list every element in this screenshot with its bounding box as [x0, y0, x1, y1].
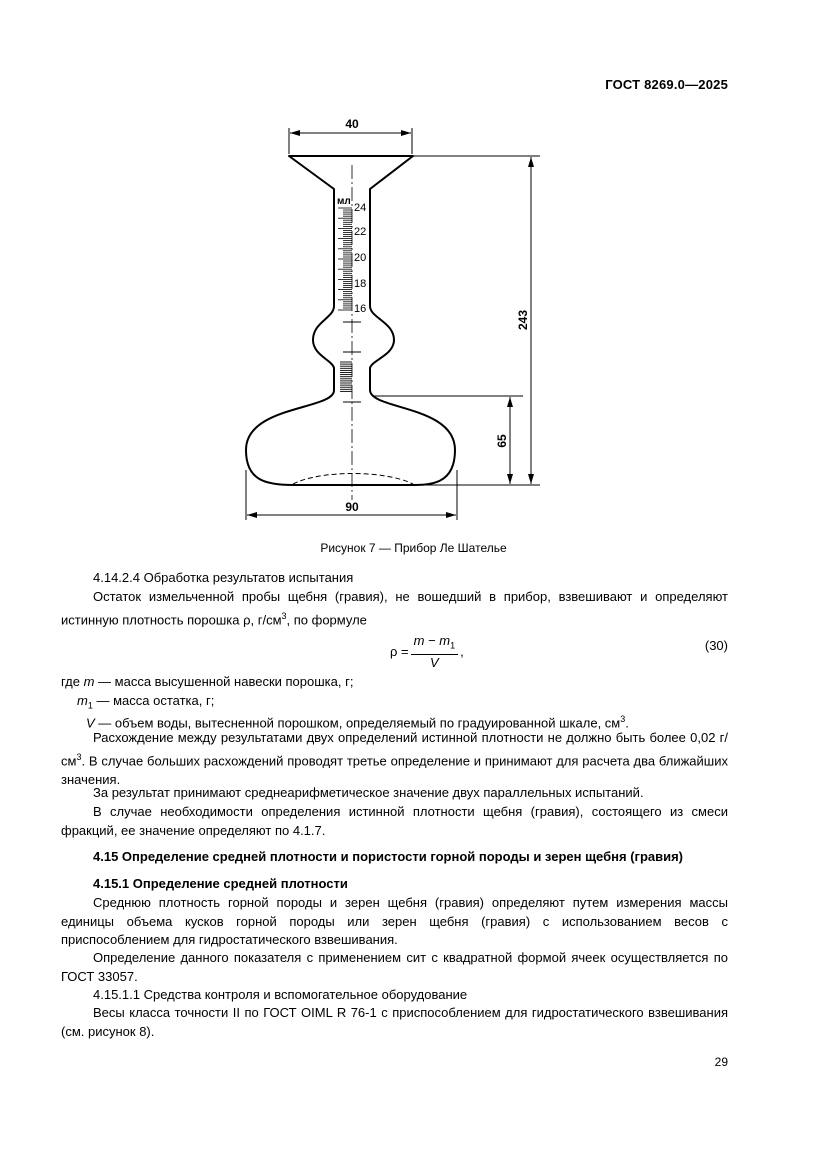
section-4-15-1-heading: 4.15.1 Определение средней плотности — [93, 876, 348, 891]
where-v: V — объем воды, вытесненной порошком, определяемый по градуированной шкале, $см^3$. — [86, 714, 629, 731]
paragraph-average-density: Среднюю плотность горной породы и зерен щебня (гравия) определяют путем измерения массы единицы объема кусков горной породы или зерен щебня (гравия) с использованием весов с приспособлением для гидростатического взвешивания. — [61, 895, 728, 948]
dim-bottom-label: 90 — [345, 500, 359, 514]
paragraph-processing: Остаток измельченной пробы щебня (гравия), не вошедший в прибор, взвешивают и определяют истинную плотность порошка ρ, $г/см^3$, по формуле — [61, 589, 728, 627]
dim-height-bulb-label: 65 — [495, 434, 509, 448]
paragraph-result: За результат принимают среднеарифметическое значение двух параллельных испытаний. — [93, 785, 644, 800]
scale-unit-label: мл — [337, 196, 351, 207]
section-4-15-heading: 4.15 Определение средней плотности и пористости горной породы и зерен щебня (гравия) — [93, 849, 684, 864]
section-4-14-2-4: 4.14.2.4 Обработка результатов испытания — [93, 570, 354, 585]
scale-label-18: 18 — [354, 278, 367, 290]
scale-label-20: 20 — [354, 252, 367, 264]
where-m: где m — масса высушенной навески порошка, г; — [61, 674, 354, 689]
where-m1: $m_1$ — масса остатка, г; — [77, 693, 215, 711]
paragraph-divergence: Расхождение между результатами двух определений истинной плотности не должно быть более 0,02 $г/см^3$. В случае больших расхождений проводят третье определение и принимают для расчета два ближайших значения. — [61, 730, 728, 787]
figure-caption: Рисунок 7 — Прибор Ле Шателье — [320, 541, 507, 555]
dim-height-total-label: 243 — [516, 309, 530, 331]
scale-label-24: 24 — [354, 202, 367, 214]
paragraph-mixture: В случае необходимости определения истинной плотности щебня (гравия), состоящего из смеси фракций, ее значение определяют по 4.1.7. — [61, 804, 728, 838]
paragraph-sieve: Определение данного показателя с применением сит с квадратной формой ячеек осуществляется по ГОСТ 33057. — [61, 950, 728, 984]
le-chatelier-flask-figure — [0, 0, 827, 540]
standard-header: ГОСТ 8269.0—2025 — [605, 77, 728, 92]
paragraph-scales: Весы класса точности II по ГОСТ OIML R 76-1 с приспособлением для гидростатического взвешивания (см. рисунок 8). — [61, 1005, 728, 1039]
formula-30: ρ = $\frac{m - m_1}{V}$ , (30) — [390, 633, 728, 670]
equation-number: (30) — [704, 638, 728, 653]
scale-label-22: 22 — [354, 226, 367, 238]
dim-top-label: 40 — [345, 117, 359, 131]
section-4-15-1-1-heading: 4.15.1.1 Средства контроля и вспомогательное оборудование — [93, 987, 468, 1002]
page-number: 29 — [714, 1055, 728, 1069]
scale-label-16: 16 — [354, 303, 367, 315]
